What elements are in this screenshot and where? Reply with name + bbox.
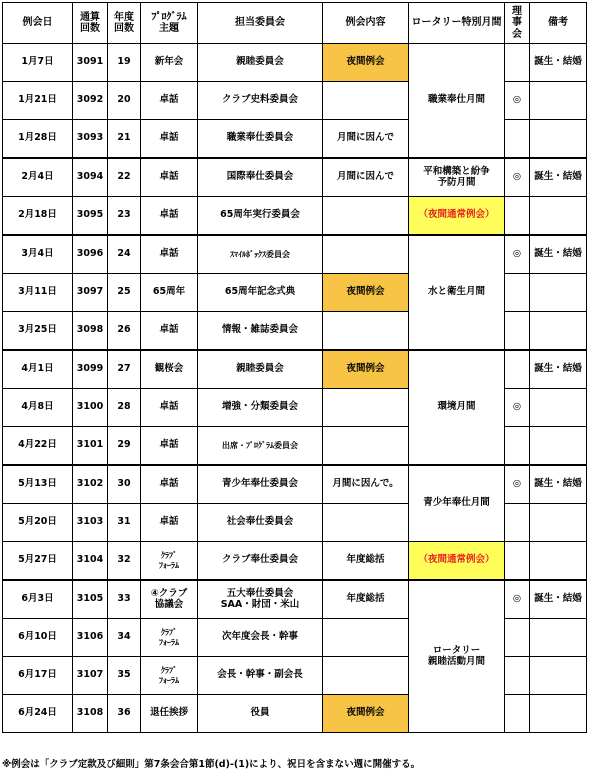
content-cell xyxy=(323,82,409,120)
total-cell xyxy=(73,695,108,733)
program-cell xyxy=(141,158,198,197)
program-cell-text: 退任挨拶 xyxy=(149,707,188,719)
total-cell-text: 3107 xyxy=(76,669,104,681)
program-cell xyxy=(141,504,198,542)
remarks-cell-text: 誕生・結婚 xyxy=(534,478,582,490)
committee-cell xyxy=(198,619,323,657)
program-cell-text: 新年会 xyxy=(154,56,184,68)
total-cell-text: 3097 xyxy=(76,286,104,298)
total-cell xyxy=(73,504,108,542)
board-cell xyxy=(505,695,530,733)
program-cell xyxy=(141,44,198,82)
date-cell-text: 6月3日 xyxy=(21,593,54,605)
table-row xyxy=(3,542,587,581)
committee-cell xyxy=(198,427,323,466)
content-cell xyxy=(323,657,409,695)
count-cell xyxy=(108,120,141,159)
committee-cell xyxy=(198,504,323,542)
remarks-cell-text: 誕生・結婚 xyxy=(534,248,582,260)
date-cell xyxy=(3,657,73,695)
program-cell xyxy=(141,427,198,466)
count-cell-text: 32 xyxy=(117,554,131,566)
count-cell xyxy=(108,695,141,733)
count-cell-text: 36 xyxy=(117,707,131,719)
committee-cell-text: 社会奉仕委員会 xyxy=(226,516,294,528)
program-cell-text: 卓話 xyxy=(159,478,179,490)
program-cell xyxy=(141,82,198,120)
content-cell xyxy=(323,312,409,351)
content-cell-text: 年度総括 xyxy=(346,593,385,605)
program-cell-text: ④クラブ 協議会 xyxy=(150,587,188,610)
content-cell xyxy=(323,44,409,82)
program-cell-text: ｸﾗﾌﾞ ﾌｫｰﾗﾑ xyxy=(159,551,179,570)
total-cell xyxy=(73,619,108,657)
committee-cell xyxy=(198,274,323,312)
remarks-cell xyxy=(530,427,587,466)
date-cell xyxy=(3,235,73,274)
count-cell xyxy=(108,158,141,197)
remarks-cell xyxy=(530,158,587,197)
committee-cell-text: 出席・ﾌﾟﾛｸﾞﾗﾑ委員会 xyxy=(222,440,298,450)
date-cell xyxy=(3,389,73,427)
count-cell xyxy=(108,274,141,312)
special-month-cell xyxy=(409,465,505,542)
board-cell xyxy=(505,197,530,236)
count-cell xyxy=(108,580,141,619)
total-cell xyxy=(73,274,108,312)
table-row xyxy=(3,580,587,619)
count-cell xyxy=(108,312,141,351)
date-cell-text: 5月20日 xyxy=(18,516,57,528)
special-month-cell-text: 環境月間 xyxy=(437,401,476,413)
date-cell xyxy=(3,580,73,619)
content-cell xyxy=(323,465,409,504)
board-cell xyxy=(505,274,530,312)
remarks-cell-text: 誕生・結婚 xyxy=(534,56,582,68)
col-committee: 担当委員会 xyxy=(198,3,323,44)
total-cell xyxy=(73,427,108,466)
content-cell-text: 夜間例会 xyxy=(346,363,385,375)
total-cell xyxy=(73,580,108,619)
committee-cell-text: 会長・幹事・副会長 xyxy=(217,669,303,681)
total-cell-text: 3099 xyxy=(76,363,104,375)
committee-cell xyxy=(198,389,323,427)
special-month-cell xyxy=(409,235,505,350)
total-cell-text: 3092 xyxy=(76,94,104,106)
board-cell xyxy=(505,580,530,619)
content-cell xyxy=(323,158,409,197)
board-cell xyxy=(505,82,530,120)
committee-cell-text: 65周年記念式典 xyxy=(224,286,296,298)
total-cell-text: 3106 xyxy=(76,631,104,643)
total-cell xyxy=(73,235,108,274)
date-cell xyxy=(3,312,73,351)
total-cell-text: 3105 xyxy=(76,593,104,605)
committee-cell-text: 五大奉仕委員会 SAA・財団・米山 xyxy=(220,587,300,610)
count-cell xyxy=(108,350,141,389)
committee-cell xyxy=(198,350,323,389)
board-cell xyxy=(505,542,530,581)
count-cell-text: 26 xyxy=(117,324,131,336)
date-cell-text: 6月17日 xyxy=(18,669,57,681)
program-cell-text: ｸﾗﾌﾞ ﾌｫｰﾗﾑ xyxy=(159,666,179,685)
committee-cell xyxy=(198,580,323,619)
date-cell xyxy=(3,542,73,581)
committee-cell xyxy=(198,657,323,695)
total-cell xyxy=(73,465,108,504)
special-month-cell-text: （夜間通常例会） xyxy=(418,554,495,566)
content-cell-text: 夜間例会 xyxy=(346,56,385,68)
remarks-cell xyxy=(530,312,587,351)
committee-cell xyxy=(198,235,323,274)
program-cell xyxy=(141,197,198,236)
date-cell xyxy=(3,465,73,504)
total-cell-text: 3103 xyxy=(76,516,104,528)
committee-cell xyxy=(198,158,323,197)
remarks-cell xyxy=(530,82,587,120)
table-row xyxy=(3,158,587,197)
committee-cell-text: 親睦委員会 xyxy=(236,363,284,375)
special-month-cell-text: （夜間通常例会） xyxy=(418,209,495,221)
col-program: ﾌﾟﾛｸﾞﾗﾑ 主題 xyxy=(141,3,198,44)
content-cell xyxy=(323,427,409,466)
board-cell xyxy=(505,427,530,466)
special-month-cell xyxy=(409,197,505,236)
remarks-cell xyxy=(530,695,587,733)
content-cell xyxy=(323,120,409,159)
program-cell xyxy=(141,350,198,389)
content-cell xyxy=(323,350,409,389)
remarks-cell xyxy=(530,542,587,581)
remarks-cell xyxy=(530,274,587,312)
total-cell xyxy=(73,350,108,389)
board-cell xyxy=(505,235,530,274)
date-cell xyxy=(3,82,73,120)
program-cell xyxy=(141,619,198,657)
count-cell xyxy=(108,82,141,120)
count-cell xyxy=(108,465,141,504)
special-month-cell xyxy=(409,44,505,159)
committee-cell-text: クラブ奉仕委員会 xyxy=(221,554,298,566)
program-cell xyxy=(141,580,198,619)
content-cell-text: 夜間例会 xyxy=(346,707,385,719)
content-cell-text: 夜間例会 xyxy=(346,286,385,298)
total-cell-text: 3101 xyxy=(76,439,104,451)
count-cell xyxy=(108,44,141,82)
committee-cell xyxy=(198,542,323,581)
count-cell-text: 22 xyxy=(117,171,131,183)
count-cell xyxy=(108,504,141,542)
total-cell xyxy=(73,158,108,197)
count-cell-text: 33 xyxy=(117,593,131,605)
col-board: 理 事 会 xyxy=(505,3,530,44)
program-cell xyxy=(141,657,198,695)
date-cell xyxy=(3,197,73,236)
col-year-count: 年度 回数 xyxy=(108,3,141,44)
date-cell xyxy=(3,44,73,82)
total-cell xyxy=(73,389,108,427)
date-cell-text: 5月27日 xyxy=(18,554,57,566)
board-cell-text: ◎ xyxy=(512,94,522,106)
remarks-cell xyxy=(530,120,587,159)
remarks-cell xyxy=(530,197,587,236)
date-cell-text: 2月4日 xyxy=(21,171,54,183)
date-cell xyxy=(3,274,73,312)
count-cell xyxy=(108,197,141,236)
committee-cell-text: 情報・雑誌委員会 xyxy=(221,324,298,336)
count-cell-text: 30 xyxy=(117,478,131,490)
committee-cell xyxy=(198,82,323,120)
count-cell xyxy=(108,657,141,695)
date-cell xyxy=(3,504,73,542)
total-cell-text: 3098 xyxy=(76,324,104,336)
board-cell-text: ◎ xyxy=(512,171,522,183)
program-cell-text: 観桜会 xyxy=(154,363,184,375)
program-cell-text: 65周年 xyxy=(152,286,186,298)
col-content: 例会内容 xyxy=(323,3,409,44)
count-cell xyxy=(108,619,141,657)
committee-cell-text: 役員 xyxy=(250,707,270,719)
date-cell-text: 4月1日 xyxy=(21,363,54,375)
program-cell xyxy=(141,389,198,427)
board-cell xyxy=(505,120,530,159)
count-cell-text: 28 xyxy=(117,401,131,413)
board-cell-text: ◎ xyxy=(512,401,522,413)
board-cell xyxy=(505,657,530,695)
col-total: 通算 回数 xyxy=(73,3,108,44)
committee-cell-text: 青少年奉仕委員会 xyxy=(221,478,298,490)
count-cell-text: 31 xyxy=(117,516,131,528)
content-cell xyxy=(323,235,409,274)
total-cell-text: 3091 xyxy=(76,56,104,68)
date-cell-text: 2月18日 xyxy=(18,209,57,221)
board-cell-text: ◎ xyxy=(512,593,522,605)
total-cell xyxy=(73,120,108,159)
committee-cell-text: 増強・分類委員会 xyxy=(221,401,298,413)
special-month-cell xyxy=(409,158,505,197)
remarks-cell xyxy=(530,389,587,427)
date-cell-text: 3月25日 xyxy=(18,324,57,336)
board-cell xyxy=(505,44,530,82)
program-cell-text: 卓話 xyxy=(159,209,179,221)
table-row xyxy=(3,197,587,236)
remarks-cell xyxy=(530,657,587,695)
board-cell-text: ◎ xyxy=(512,248,522,260)
content-cell xyxy=(323,389,409,427)
total-cell-text: 3108 xyxy=(76,707,104,719)
total-cell xyxy=(73,312,108,351)
total-cell-text: 3094 xyxy=(76,171,104,183)
total-cell-text: 3100 xyxy=(76,401,104,413)
remarks-cell xyxy=(530,580,587,619)
program-cell xyxy=(141,542,198,581)
remarks-cell-text: 誕生・結婚 xyxy=(534,171,582,183)
committee-cell-text: 次年度会長・幹事 xyxy=(221,631,298,643)
total-cell xyxy=(73,44,108,82)
col-remarks: 備考 xyxy=(530,3,587,44)
col-special-month: ロータリー特別月間 xyxy=(409,3,505,44)
date-cell-text: 3月11日 xyxy=(18,286,57,298)
count-cell-text: 21 xyxy=(117,132,131,144)
table-row xyxy=(3,235,587,274)
program-cell xyxy=(141,312,198,351)
content-cell-text: 年度総括 xyxy=(346,554,385,566)
count-cell xyxy=(108,235,141,274)
board-cell xyxy=(505,504,530,542)
total-cell xyxy=(73,542,108,581)
program-cell-text: 卓話 xyxy=(159,324,179,336)
board-cell xyxy=(505,350,530,389)
board-cell-text: ◎ xyxy=(512,478,522,490)
content-cell xyxy=(323,619,409,657)
count-cell-text: 20 xyxy=(117,94,131,106)
program-cell xyxy=(141,235,198,274)
committee-cell xyxy=(198,120,323,159)
date-cell-text: 1月28日 xyxy=(18,132,57,144)
program-cell-text: 卓話 xyxy=(159,401,179,413)
total-cell xyxy=(73,197,108,236)
table-row xyxy=(3,350,587,389)
remarks-cell xyxy=(530,235,587,274)
content-cell-text: 月間に因んで xyxy=(336,171,394,183)
program-cell xyxy=(141,695,198,733)
content-cell-text: 月間に因んで xyxy=(336,132,394,144)
count-cell xyxy=(108,542,141,581)
remarks-cell xyxy=(530,619,587,657)
total-cell-text: 3104 xyxy=(76,554,104,566)
committee-cell xyxy=(198,465,323,504)
program-cell-text: 卓話 xyxy=(159,248,179,260)
program-cell xyxy=(141,120,198,159)
committee-cell xyxy=(198,695,323,733)
count-cell-text: 25 xyxy=(117,286,131,298)
count-cell-text: 19 xyxy=(117,56,131,68)
count-cell xyxy=(108,389,141,427)
table-row xyxy=(3,44,587,82)
count-cell-text: 27 xyxy=(117,363,131,375)
date-cell-text: 5月13日 xyxy=(18,478,57,490)
remarks-cell xyxy=(530,465,587,504)
content-cell-text: 月間に因んで。 xyxy=(332,478,399,490)
total-cell-text: 3095 xyxy=(76,209,104,221)
date-cell-text: 6月10日 xyxy=(18,631,57,643)
total-cell xyxy=(73,657,108,695)
content-cell xyxy=(323,197,409,236)
special-month-cell-text: 平和構築と紛争 予防月間 xyxy=(423,165,490,188)
date-cell-text: 6月24日 xyxy=(18,707,57,719)
special-month-cell xyxy=(409,542,505,581)
remarks-cell-text: 誕生・結婚 xyxy=(534,363,582,375)
count-cell-text: 24 xyxy=(117,248,131,260)
program-cell xyxy=(141,274,198,312)
count-cell xyxy=(108,427,141,466)
board-cell xyxy=(505,312,530,351)
program-cell-text: 卓話 xyxy=(159,94,179,106)
board-cell xyxy=(505,389,530,427)
committee-cell xyxy=(198,44,323,82)
board-cell xyxy=(505,158,530,197)
special-month-cell-text: ロータリー 親睦活動月間 xyxy=(427,644,485,667)
content-cell xyxy=(323,580,409,619)
col-date: 例会日 xyxy=(3,3,73,44)
program-cell-text: 卓話 xyxy=(159,516,179,528)
date-cell xyxy=(3,350,73,389)
total-cell-text: 3096 xyxy=(76,248,104,260)
board-cell xyxy=(505,619,530,657)
footer-note: ※例会は「クラブ定款及び細則」第7条会合第1節(d)-(1)により、祝日を含まない週に開催する。 xyxy=(2,759,421,770)
date-cell xyxy=(3,120,73,159)
board-cell xyxy=(505,465,530,504)
special-month-cell-text: 水と衛生月間 xyxy=(427,286,485,298)
committee-cell-text: クラブ史料委員会 xyxy=(221,94,298,106)
program-cell-text: 卓話 xyxy=(159,171,179,183)
program-cell-text: 卓話 xyxy=(159,132,179,144)
committee-cell-text: ｽﾏｲﾙﾎﾞｯｸｽ委員会 xyxy=(230,249,290,259)
content-cell xyxy=(323,695,409,733)
committee-cell xyxy=(198,197,323,236)
remarks-cell-text: 誕生・結婚 xyxy=(534,593,582,605)
remarks-cell xyxy=(530,44,587,82)
date-cell xyxy=(3,619,73,657)
date-cell-text: 4月8日 xyxy=(21,401,54,413)
remarks-cell xyxy=(530,504,587,542)
count-cell-text: 35 xyxy=(117,669,131,681)
committee-cell-text: 国際奉仕委員会 xyxy=(226,171,294,183)
committee-cell xyxy=(198,312,323,351)
content-cell xyxy=(323,504,409,542)
count-cell-text: 29 xyxy=(117,439,131,451)
remarks-cell xyxy=(530,350,587,389)
special-month-cell-text: 青少年奉仕月間 xyxy=(423,497,490,509)
special-month-cell xyxy=(409,350,505,465)
committee-cell-text: 65周年実行委員会 xyxy=(220,209,300,221)
count-cell-text: 23 xyxy=(117,209,131,221)
header-row xyxy=(3,3,587,44)
special-month-cell-text: 職業奉仕月間 xyxy=(427,94,485,106)
committee-cell-text: 親睦委員会 xyxy=(236,56,284,68)
program-cell-text: 卓話 xyxy=(159,439,179,451)
date-cell-text: 1月7日 xyxy=(21,56,54,68)
table-row xyxy=(3,465,587,504)
program-cell-text: ｸﾗﾌﾞ ﾌｫｰﾗﾑ xyxy=(159,628,179,647)
date-cell-text: 4月22日 xyxy=(18,439,57,451)
total-cell-text: 3102 xyxy=(76,478,104,490)
date-cell xyxy=(3,427,73,466)
committee-cell-text: 職業奉仕委員会 xyxy=(226,132,294,144)
date-cell-text: 1月21日 xyxy=(18,94,57,106)
date-cell xyxy=(3,695,73,733)
total-cell xyxy=(73,82,108,120)
date-cell xyxy=(3,158,73,197)
total-cell-text: 3093 xyxy=(76,132,104,144)
date-cell-text: 3月4日 xyxy=(21,248,54,260)
schedule-table xyxy=(2,2,587,733)
special-month-cell xyxy=(409,580,505,733)
count-cell-text: 34 xyxy=(117,631,131,643)
program-cell xyxy=(141,465,198,504)
content-cell xyxy=(323,542,409,581)
content-cell xyxy=(323,274,409,312)
